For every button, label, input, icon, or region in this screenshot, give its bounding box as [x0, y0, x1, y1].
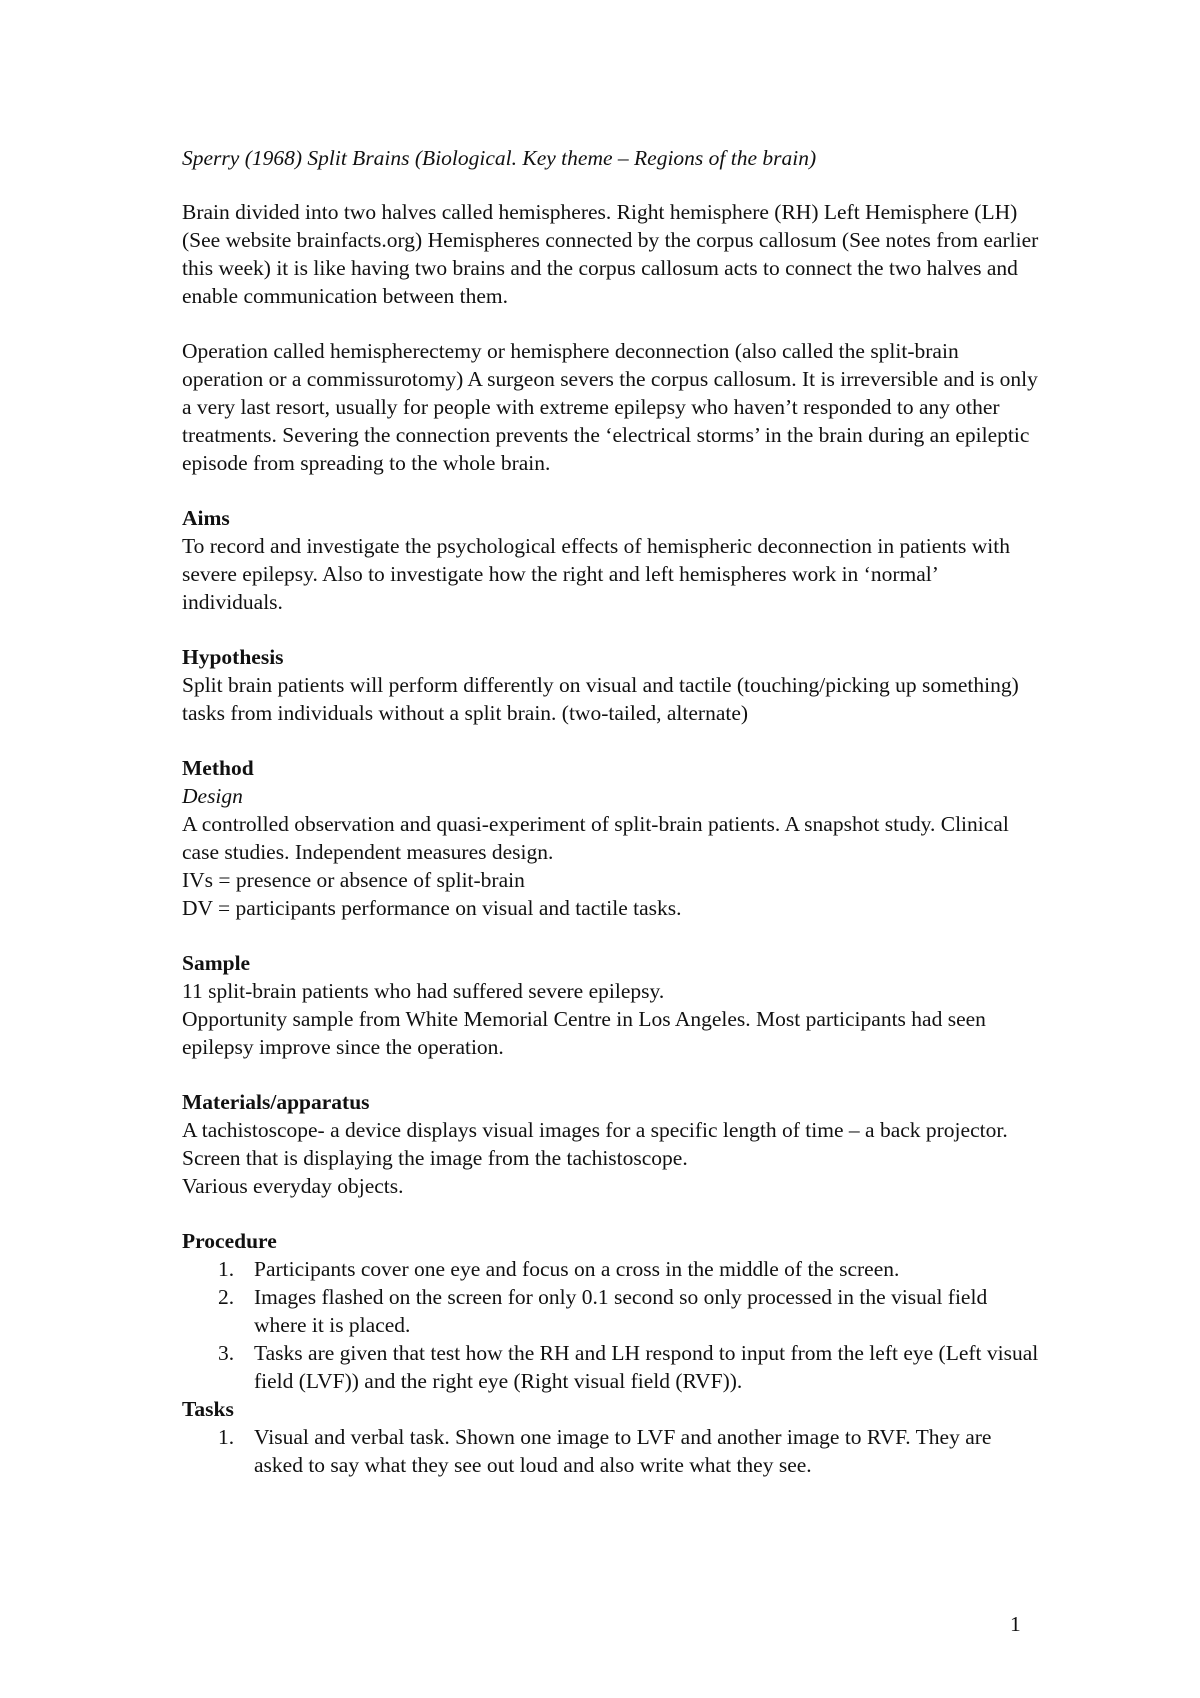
materials-line-1: A tachistoscope- a device displays visual images for a specific length of time – a back projector. [182, 1118, 1008, 1142]
list-item [182, 1423, 1042, 1479]
intro-paragraph-2: Operation called hemispherectemy or hemisphere deconnection (also called the split-brain operation or a commissurotomy) A surgeon severs the corpus callosum. It is irreversible and is only a very last resort, usually for people with extreme epilepsy who haven’t responded to any other treatments. Severing the connection prevents the ‘electrical storms’ in the brain during an epileptic episode from spreading to the whole brain. [182, 339, 1038, 475]
list-item [182, 1283, 1042, 1339]
method-section [182, 754, 1042, 922]
method-heading: Method [182, 756, 254, 780]
materials-heading: Materials/apparatus [182, 1090, 370, 1114]
tasks-heading: Tasks [182, 1397, 234, 1421]
hypothesis-text: Split brain patients will perform differently on visual and tactile (touching/picking up something) tasks from individuals without a split brain. (two-tailed, alternate) [182, 673, 1019, 725]
materials-line-3: Various everyday objects. [182, 1174, 404, 1198]
sample-section [182, 949, 1042, 1061]
sample-line-1: 11 split-brain patients who had suffered severe epilepsy. [182, 979, 665, 1003]
sample-line-2: Opportunity sample from White Memorial Centre in Los Angeles. Most participants had seen epilepsy improve since the operation. [182, 1007, 986, 1059]
list-item-number: 2. [218, 1285, 235, 1309]
method-line-3: DV = participants performance on visual and tactile tasks. [182, 896, 682, 920]
design-subheading: Design [182, 784, 243, 808]
intro-paragraph-1: Brain divided into two halves called hemispheres. Right hemisphere (RH) Left Hemisphere (LH) (See website brainfacts.org) Hemispheres connected by the corpus callosum (See notes from earlier this week) it is like having two brains and the corpus callosum acts to connect the two halves and enable communication between them. [182, 200, 1039, 308]
procedure-heading: Procedure [182, 1229, 277, 1253]
document-body [182, 144, 1042, 1479]
hypothesis-heading: Hypothesis [182, 645, 284, 669]
list-item [182, 1255, 1042, 1283]
method-line-1: A controlled observation and quasi-experiment of split-brain patients. A snapshot study. Clinical case studies. Independent measures design. [182, 812, 1009, 864]
tasks-section [182, 1395, 1042, 1479]
aims-heading: Aims [182, 506, 230, 530]
method-line-2: IVs = presence or absence of split-brain [182, 868, 525, 892]
procedure-list [182, 1255, 1042, 1395]
page-number: 1 [1010, 1612, 1021, 1636]
sample-heading: Sample [182, 951, 251, 975]
aims-text: To record and investigate the psychological effects of hemispheric deconnection in patients with severe epilepsy. Also to investigate how the right and left hemispheres work in ‘normal’ individuals. [182, 534, 1010, 614]
procedure-section [182, 1227, 1042, 1395]
document-title: Sperry (1968) Split Brains (Biological. Key theme – Regions of the brain) [182, 146, 817, 170]
list-item-text: Images flashed on the screen for only 0.1 second so only processed in the visual field where it is placed. [254, 1285, 988, 1337]
list-item-number: 3. [218, 1341, 235, 1365]
materials-section [182, 1088, 1042, 1200]
list-item-text: Visual and verbal task. Shown one image to LVF and another image to RVF. They are asked to say what they see out loud and also write what they see. [254, 1425, 992, 1477]
aims-section [182, 504, 1042, 616]
materials-line-2: Screen that is displaying the image from the tachistoscope. [182, 1146, 688, 1170]
list-item-text: Tasks are given that test how the RH and LH respond to input from the left eye (Left visual field (LVF)) and the right eye (Right visual field (RVF)). [254, 1341, 1039, 1393]
list-item-number: 1. [218, 1257, 235, 1281]
tasks-list [182, 1423, 1042, 1479]
list-item-text: Participants cover one eye and focus on a cross in the middle of the screen. [254, 1257, 900, 1281]
hypothesis-section [182, 643, 1042, 727]
list-item-number: 1. [218, 1425, 235, 1449]
list-item [182, 1339, 1042, 1395]
